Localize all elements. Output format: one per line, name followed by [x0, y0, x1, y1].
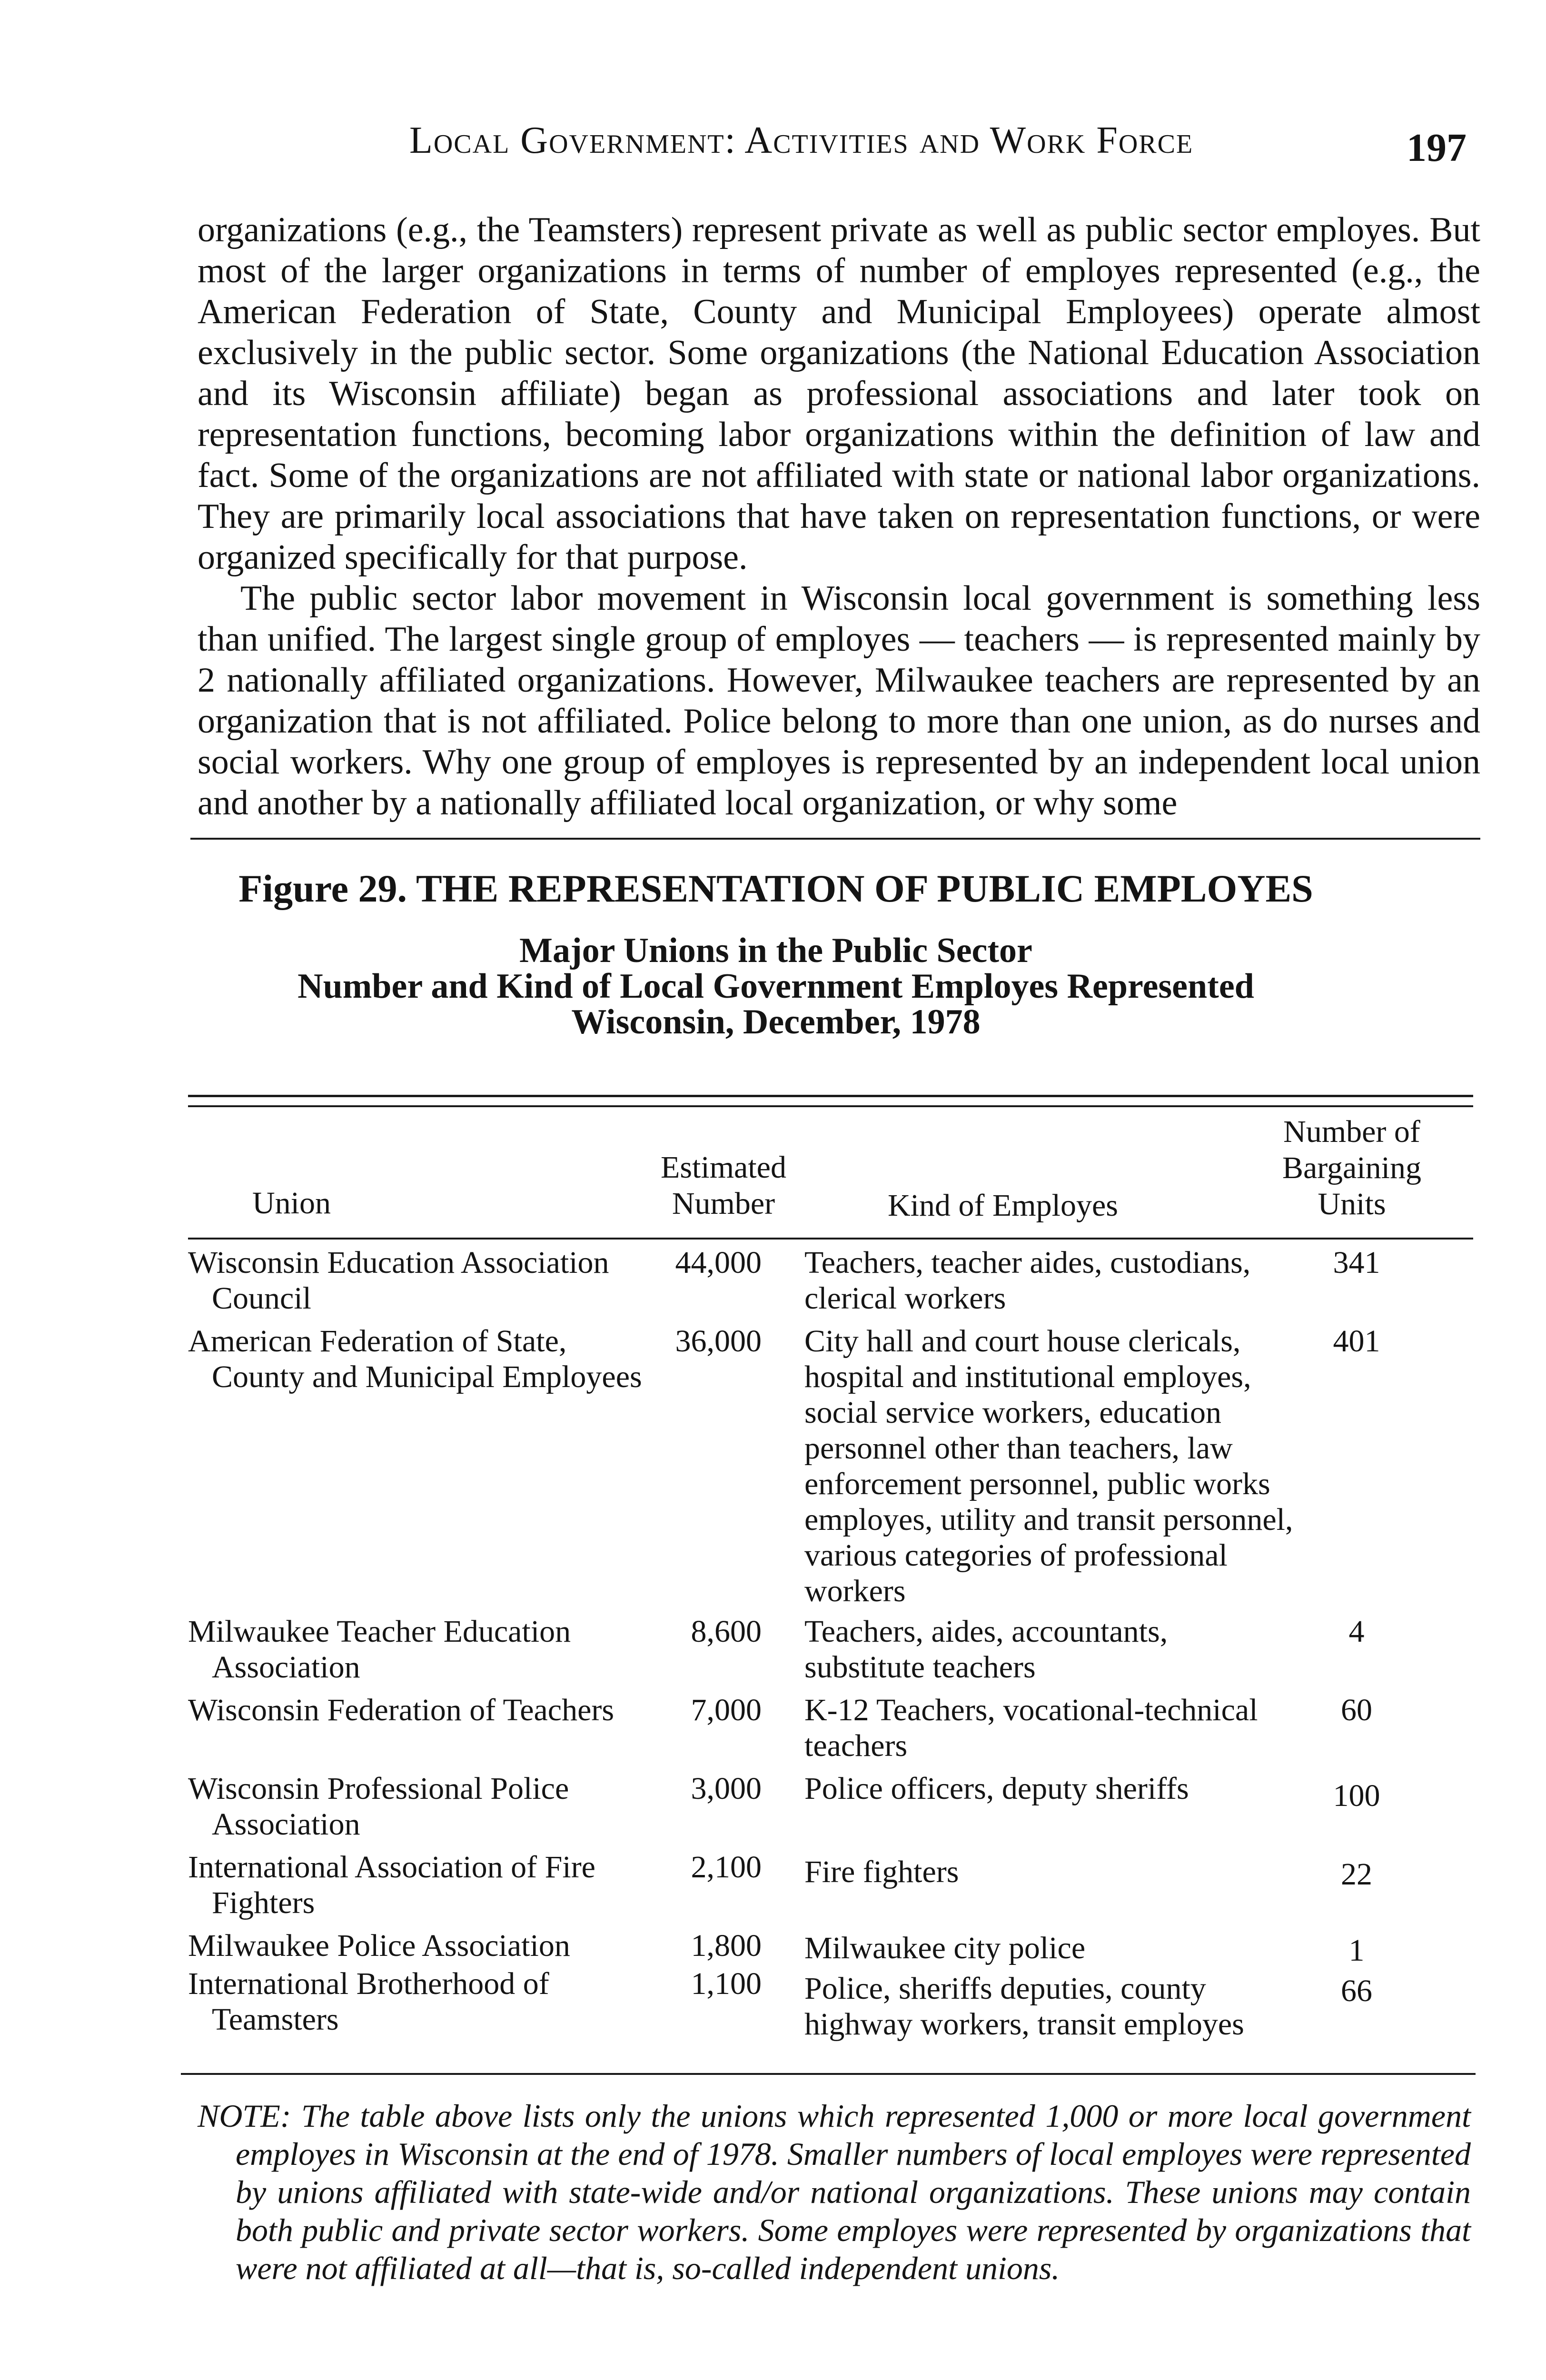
header-rule: [188, 1238, 1473, 1240]
page-number: 197: [1407, 126, 1467, 170]
table-row-units: 1: [1348, 1933, 1365, 1968]
table-row-number: 1,800: [691, 1928, 762, 1963]
body-text: [198, 209, 1480, 823]
table-row-units: 4: [1348, 1614, 1365, 1649]
table-row-units: 22: [1341, 1857, 1372, 1892]
header-union: Union: [252, 1186, 331, 1220]
figure-subtitle: Number and Kind of Local Government Employes Represented: [297, 967, 1254, 1006]
table-row-units: 100: [1333, 1778, 1380, 1813]
table-row-units: 341: [1333, 1245, 1380, 1280]
table-row-kind: Milwaukee city police: [804, 1931, 1086, 1965]
table-row-union: Wisconsin Federation of Teachers: [188, 1693, 614, 1727]
table-row-union: American Federation of State, County and Municipal Employees: [188, 1324, 642, 1394]
table-row-kind: Police, sheriffs deputies, county highway workers, transit employes: [804, 1971, 1244, 2042]
figure-subtitle: Wisconsin, December, 1978: [571, 1002, 981, 1041]
table-row-number: 44,000: [675, 1245, 762, 1280]
table-note: NOTE: The table above lists only the unions which represented 1,000 or more local government employes in Wisconsin at the end of 1978. Smaller numbers of local employes were represented by unions affiliated with state-wide and/or national organizations. These unions may contain both public and private sector workers. Some employes were represented by organizations that were not affiliated at all—that is, so-called independent unions.: [198, 2098, 1471, 2286]
running-title: Local Government: Activities and Work Force: [409, 119, 1194, 161]
table-row-kind: City hall and court house clericals, hospital and institutional employes, social service workers, education personnel other than teachers, law enforcement personnel, public works employes, utility and transit personnel, various categories of professional workers: [804, 1324, 1293, 1608]
table-row-kind: Teachers, aides, accountants, substitute teachers: [804, 1614, 1168, 1685]
table-row-union: International Brotherhood of Teamsters: [188, 1966, 549, 2037]
table-row-union: Milwaukee Teacher Education Association: [188, 1614, 571, 1685]
table-bottom-rule: [181, 2073, 1476, 2075]
table-row-units: 66: [1341, 1973, 1372, 2008]
table-row-union: Wisconsin Education Association Council: [188, 1245, 609, 1316]
header-units-line: Units: [1318, 1187, 1386, 1221]
table-row-number: 7,000: [691, 1693, 762, 1727]
running-header: [409, 119, 1476, 162]
paragraph-2: The public sector labor movement in Wisconsin local government is something less than unified. The largest single group of employes — teachers — is represented mainly by 2 nationally affiliated organizations. However, Milwaukee teachers are represented by an organization that is not affiliated. Police belong to more than one union, as do nurses and social workers. Why one group of employes is represented by an independent local union and another by a nationally affiliated local organization, or why some: [198, 579, 1480, 823]
header-estimated-line: Estimated: [661, 1150, 786, 1185]
table-row-kind: Police officers, deputy sheriffs: [804, 1771, 1189, 1806]
table-row-units: 401: [1333, 1324, 1380, 1359]
table-row-number: 1,100: [691, 1966, 762, 2001]
header-estimated-line: Number: [672, 1186, 775, 1221]
section-divider: [190, 838, 1480, 840]
header-units: [1276, 1114, 1428, 1222]
table-row-number: 3,000: [691, 1771, 762, 1806]
table-row-units: 60: [1341, 1693, 1372, 1727]
table-row-kind: K-12 Teachers, vocational-technical teachers: [804, 1693, 1258, 1763]
header-kind: Kind of Employes: [888, 1188, 1118, 1223]
table-row-union: Wisconsin Professional Police Association: [188, 1771, 569, 1842]
header-units-line: Bargaining: [1282, 1150, 1422, 1185]
table-row-number: 8,600: [691, 1614, 762, 1649]
table-row-kind: Fire fighters: [804, 1854, 959, 1889]
figure-subtitle: Major Unions in the Public Sector: [519, 931, 1032, 970]
table-row-number: 2,100: [691, 1850, 762, 1884]
header-estimated: [652, 1150, 795, 1222]
table-row-union: International Association of Fire Fighters: [188, 1850, 595, 1920]
table-row-kind: Teachers, teacher aides, custodians, clerical workers: [804, 1245, 1251, 1316]
paragraph-1: organizations (e.g., the Teamsters) represent private as well as public sector employes. But most of the larger organizations in terms of number of employes represented (e.g., the American Federation of State, County and Municipal Employees) operate almost exclusively in the public sector. Some organizations (the National Education Association and its Wisconsin affiliate) began as professional associations and later took on representation functions, becoming labor organizations within the definition of law and fact. Some of the organizations are not affiliated with state or national labor organizations. They are primarily local associations that have taken on representation functions, or were organized specifically for that purpose.: [198, 210, 1480, 577]
figure-title: Figure 29. THE REPRESENTATION OF PUBLIC EMPLOYES: [238, 867, 1313, 910]
table-row-union: Milwaukee Police Association: [188, 1928, 570, 1963]
table-top-rule: [188, 1105, 1473, 1107]
table-top-rule: [188, 1095, 1473, 1097]
header-units-line: Number of: [1283, 1114, 1420, 1149]
table-row-number: 36,000: [675, 1324, 762, 1359]
